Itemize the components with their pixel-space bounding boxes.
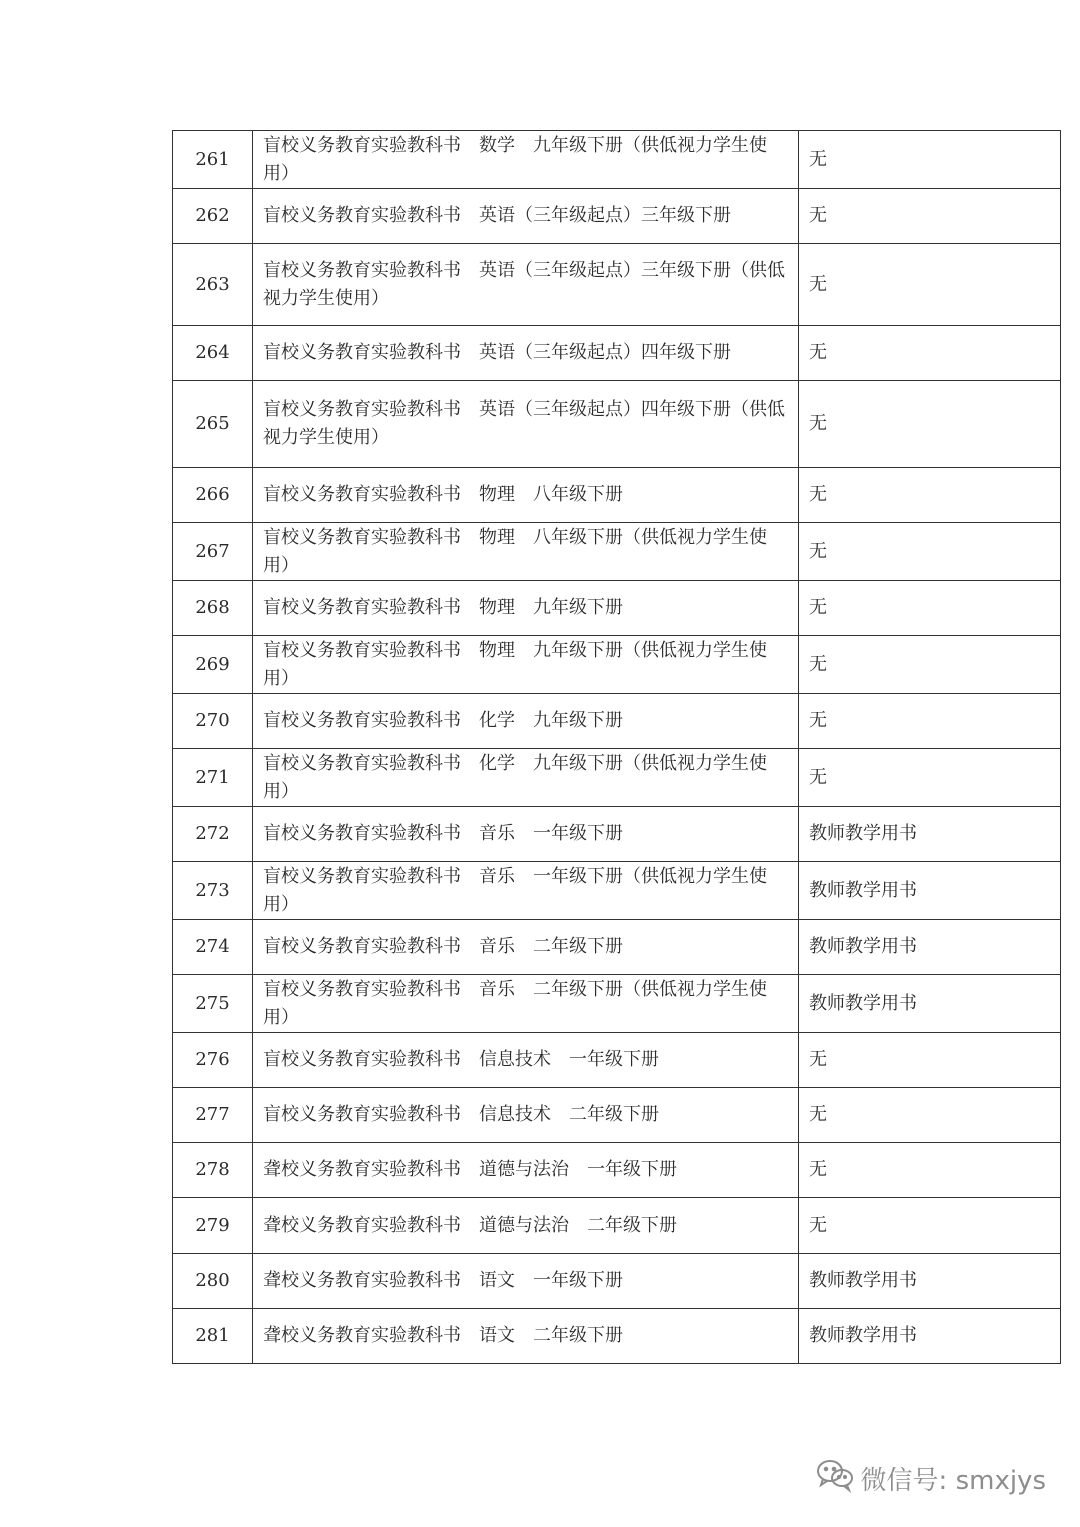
supporting-material: 教师教学用书 bbox=[799, 920, 1061, 975]
supporting-material: 无 bbox=[799, 244, 1061, 326]
supporting-material: 无 bbox=[799, 581, 1061, 636]
row-number: 278 bbox=[173, 1143, 253, 1198]
row-number: 271 bbox=[173, 749, 253, 807]
watermark bbox=[815, 1458, 1046, 1498]
supporting-material: 无 bbox=[799, 468, 1061, 523]
textbook-title: 盲校义务教育实验教科书 音乐 二年级下册 bbox=[253, 920, 799, 975]
table-row bbox=[173, 244, 1061, 326]
row-number: 275 bbox=[173, 975, 253, 1033]
supporting-material: 教师教学用书 bbox=[799, 1309, 1061, 1364]
table-row bbox=[173, 468, 1061, 523]
supporting-material: 无 bbox=[799, 1143, 1061, 1198]
row-number: 274 bbox=[173, 920, 253, 975]
row-number: 264 bbox=[173, 326, 253, 381]
supporting-material: 教师教学用书 bbox=[799, 1254, 1061, 1309]
textbook-title: 聋校义务教育实验教科书 道德与法治 二年级下册 bbox=[253, 1198, 799, 1254]
supporting-material: 无 bbox=[799, 523, 1061, 581]
table-row bbox=[173, 807, 1061, 862]
table-row bbox=[173, 694, 1061, 749]
textbook-title: 聋校义务教育实验教科书 语文 二年级下册 bbox=[253, 1309, 799, 1364]
table-row bbox=[173, 326, 1061, 381]
supporting-material: 教师教学用书 bbox=[799, 862, 1061, 920]
table-row bbox=[173, 749, 1061, 807]
table-row bbox=[173, 189, 1061, 244]
supporting-material: 无 bbox=[799, 749, 1061, 807]
textbook-title: 盲校义务教育实验教科书 物理 九年级下册 bbox=[253, 581, 799, 636]
table-row bbox=[173, 1088, 1061, 1143]
row-number: 268 bbox=[173, 581, 253, 636]
supporting-material: 无 bbox=[799, 1198, 1061, 1254]
textbook-title: 盲校义务教育实验教科书 物理 九年级下册（供低视力学生使用） bbox=[253, 636, 799, 694]
textbook-title: 盲校义务教育实验教科书 音乐 二年级下册（供低视力学生使用） bbox=[253, 975, 799, 1033]
row-number: 266 bbox=[173, 468, 253, 523]
supporting-material: 无 bbox=[799, 1088, 1061, 1143]
table-row bbox=[173, 920, 1061, 975]
supporting-material: 无 bbox=[799, 189, 1061, 244]
textbook-title: 盲校义务教育实验教科书 英语（三年级起点）四年级下册（供低视力学生使用） bbox=[253, 381, 799, 468]
textbook-title: 盲校义务教育实验教科书 信息技术 一年级下册 bbox=[253, 1033, 799, 1088]
row-number: 281 bbox=[173, 1309, 253, 1364]
textbook-title: 盲校义务教育实验教科书 化学 九年级下册（供低视力学生使用） bbox=[253, 749, 799, 807]
row-number: 279 bbox=[173, 1198, 253, 1254]
textbook-title: 盲校义务教育实验教科书 信息技术 二年级下册 bbox=[253, 1088, 799, 1143]
supporting-material: 无 bbox=[799, 694, 1061, 749]
row-number: 263 bbox=[173, 244, 253, 326]
row-number: 272 bbox=[173, 807, 253, 862]
row-number: 270 bbox=[173, 694, 253, 749]
textbook-title: 聋校义务教育实验教科书 道德与法治 一年级下册 bbox=[253, 1143, 799, 1198]
supporting-material: 无 bbox=[799, 636, 1061, 694]
row-number: 267 bbox=[173, 523, 253, 581]
row-number: 277 bbox=[173, 1088, 253, 1143]
watermark-text: 微信号: smxjys bbox=[860, 1465, 1046, 1496]
supporting-material: 教师教学用书 bbox=[799, 807, 1061, 862]
textbook-title: 盲校义务教育实验教科书 音乐 一年级下册 bbox=[253, 807, 799, 862]
table-row bbox=[173, 1033, 1061, 1088]
row-number: 261 bbox=[173, 131, 253, 189]
row-number: 269 bbox=[173, 636, 253, 694]
supporting-material: 无 bbox=[799, 1033, 1061, 1088]
textbook-table bbox=[172, 130, 1061, 1364]
table-row bbox=[173, 523, 1061, 581]
table-row bbox=[173, 1254, 1061, 1309]
row-number: 276 bbox=[173, 1033, 253, 1088]
row-number: 273 bbox=[173, 862, 253, 920]
textbook-title: 盲校义务教育实验教科书 数学 九年级下册（供低视力学生使用） bbox=[253, 131, 799, 189]
textbook-title: 盲校义务教育实验教科书 英语（三年级起点）三年级下册 bbox=[253, 189, 799, 244]
table-row bbox=[173, 1143, 1061, 1198]
table-row bbox=[173, 1309, 1061, 1364]
textbook-title: 聋校义务教育实验教科书 语文 一年级下册 bbox=[253, 1254, 799, 1309]
table-row bbox=[173, 862, 1061, 920]
supporting-material: 无 bbox=[799, 326, 1061, 381]
supporting-material: 无 bbox=[799, 381, 1061, 468]
table-row bbox=[173, 131, 1061, 189]
table-body bbox=[173, 131, 1061, 1364]
textbook-title: 盲校义务教育实验教科书 物理 八年级下册（供低视力学生使用） bbox=[253, 523, 799, 581]
table-row bbox=[173, 1198, 1061, 1254]
wechat-icon bbox=[815, 1457, 855, 1500]
supporting-material: 教师教学用书 bbox=[799, 975, 1061, 1033]
row-number: 280 bbox=[173, 1254, 253, 1309]
textbook-title: 盲校义务教育实验教科书 英语（三年级起点）四年级下册 bbox=[253, 326, 799, 381]
table-row bbox=[173, 975, 1061, 1033]
textbook-title: 盲校义务教育实验教科书 化学 九年级下册 bbox=[253, 694, 799, 749]
table-row bbox=[173, 636, 1061, 694]
row-number: 262 bbox=[173, 189, 253, 244]
textbook-title: 盲校义务教育实验教科书 英语（三年级起点）三年级下册（供低视力学生使用） bbox=[253, 244, 799, 326]
supporting-material: 无 bbox=[799, 131, 1061, 189]
table-row bbox=[173, 381, 1061, 468]
textbook-title: 盲校义务教育实验教科书 物理 八年级下册 bbox=[253, 468, 799, 523]
table-row bbox=[173, 581, 1061, 636]
textbook-title: 盲校义务教育实验教科书 音乐 一年级下册（供低视力学生使用） bbox=[253, 862, 799, 920]
row-number: 265 bbox=[173, 381, 253, 468]
